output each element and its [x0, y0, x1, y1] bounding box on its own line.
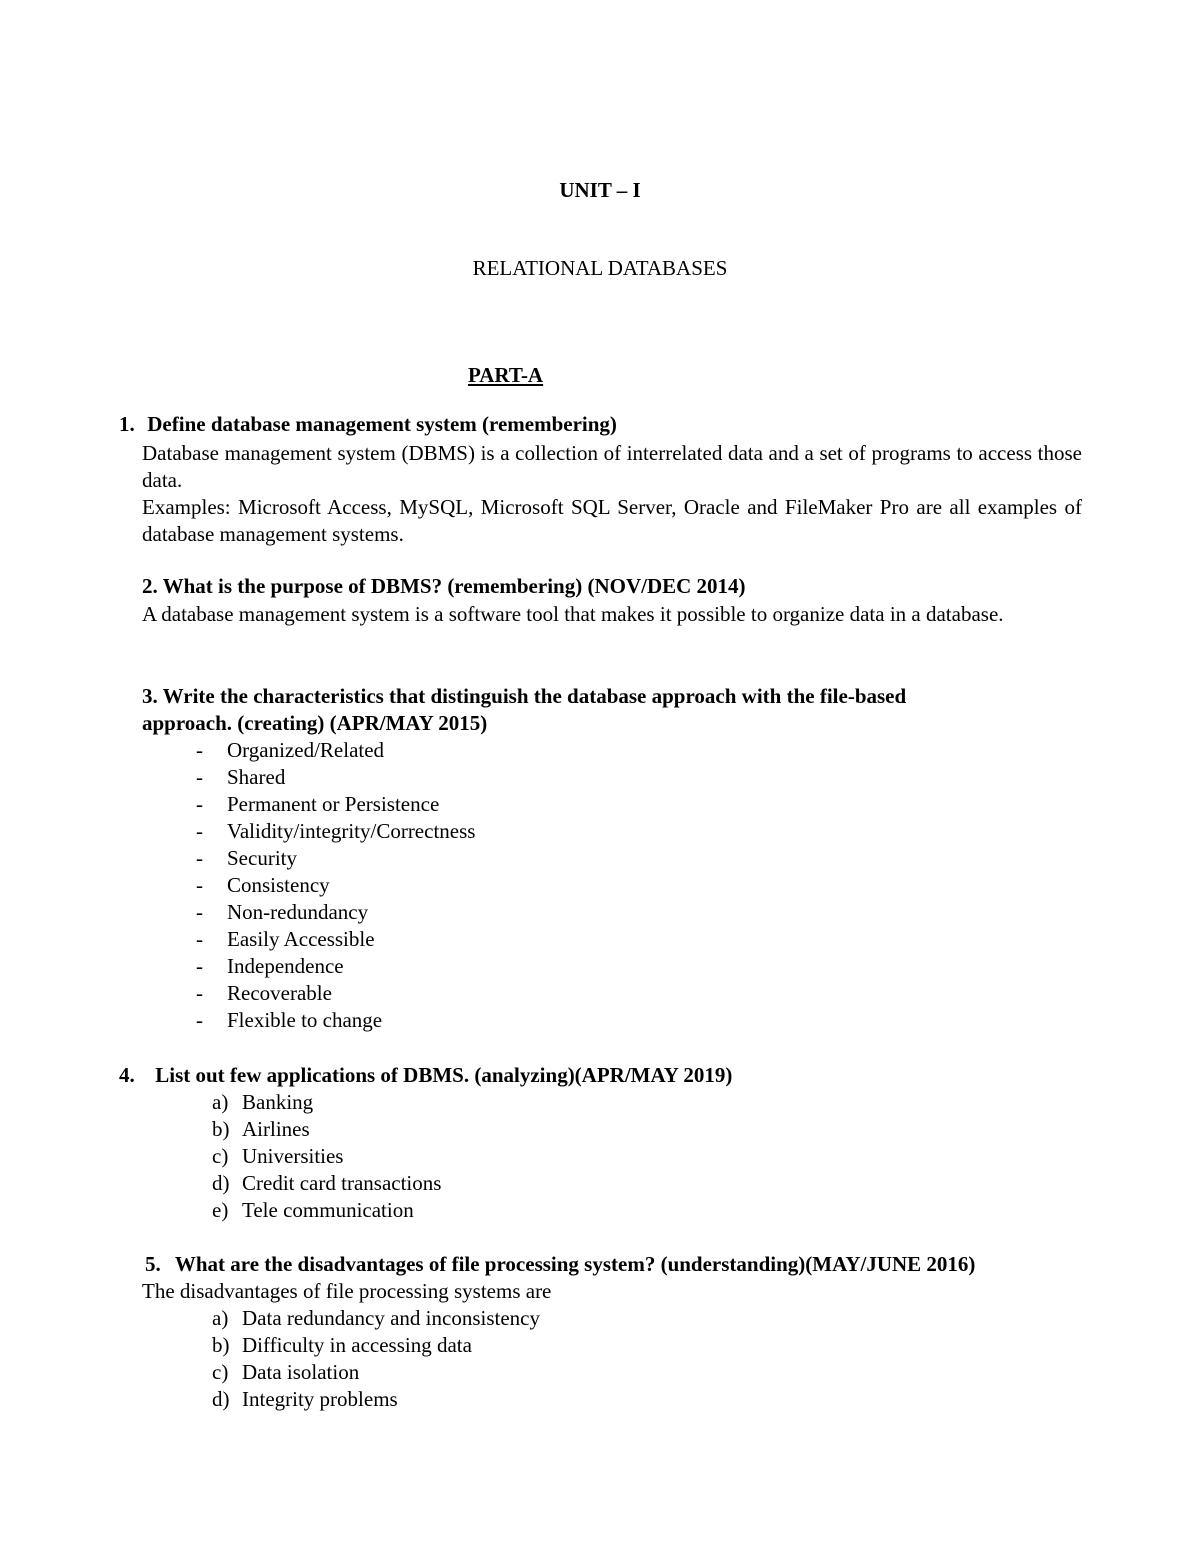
question-1-number: 1.: [119, 412, 135, 436]
list-item: a) Banking: [212, 1090, 314, 1114]
list-item: a) Data redundancy and inconsistency: [212, 1306, 540, 1330]
list-item: - Organized/Related: [196, 738, 385, 762]
question-3-heading-line-2: approach. (creating) (APR/MAY 2015): [142, 711, 488, 735]
list-item: - Consistency: [196, 873, 330, 897]
question-2-heading: [142, 573, 746, 600]
dash-bullet: -: [196, 846, 203, 870]
dash-bullet: -: [196, 900, 203, 924]
question-2-title: What is the purpose of DBMS? (remembering) (NOV/DEC 2014): [162, 574, 746, 598]
question-2-answer: A database management system is a software tool that makes it possible to organize data in a database.: [142, 602, 1004, 626]
list-item: - Flexible to change: [196, 1008, 383, 1032]
question-3-heading: [142, 683, 906, 710]
list-item: c) Data isolation: [212, 1360, 360, 1384]
list-item: - Non-redundancy: [196, 900, 369, 924]
question-3-number: 3.: [142, 684, 158, 708]
dash-bullet: -: [196, 819, 203, 843]
list-item: - Shared: [196, 765, 286, 789]
question-4-title: List out few applications of DBMS. (analyzing)(APR/MAY 2019): [155, 1063, 733, 1087]
list-item: c) Universities: [212, 1144, 344, 1168]
list-item: b) Airlines: [212, 1117, 310, 1141]
characteristics-list: [196, 737, 475, 1034]
question-4-heading: [119, 1062, 732, 1089]
applications-list: [212, 1089, 441, 1224]
disadvantages-list: [212, 1305, 540, 1413]
dash-bullet: -: [196, 1008, 203, 1032]
list-item: d) Integrity problems: [212, 1387, 398, 1411]
subject-heading: RELATIONAL DATABASES: [472, 256, 728, 280]
question-1-answer-examples: Examples: Microsoft Access, MySQL, Microsoft SQL Server, Oracle and FileMaker Pro are all examples of database management systems.: [142, 495, 1082, 546]
question-5-number: 5.: [145, 1252, 161, 1276]
question-2-number: 2.: [142, 574, 158, 598]
list-item: - Easily Accessible: [196, 927, 375, 951]
unit-heading: UNIT – I: [559, 178, 641, 202]
question-3-title-line-1: Write the characteristics that distinguish the database approach with the file-based: [162, 684, 907, 708]
question-1-heading: [119, 411, 617, 438]
list-item: b) Difficulty in accessing data: [212, 1333, 472, 1357]
dash-bullet: -: [196, 873, 203, 897]
question-5-title: What are the disadvantages of file processing system? (understanding)(MAY/JUNE 2016): [174, 1252, 976, 1276]
dash-bullet: -: [196, 792, 203, 816]
list-item: - Independence: [196, 954, 344, 978]
list-item: - Security: [196, 846, 297, 870]
question-4-number: 4.: [119, 1063, 135, 1087]
list-item: - Validity/integrity/Correctness: [196, 819, 476, 843]
list-item: - Permanent or Persistence: [196, 792, 440, 816]
dash-bullet: -: [196, 954, 203, 978]
question-5-heading: [145, 1251, 975, 1278]
dash-bullet: -: [196, 765, 203, 789]
question-5-intro: The disadvantages of file processing systems are: [142, 1279, 552, 1303]
dash-bullet: -: [196, 927, 203, 951]
list-item: - Recoverable: [196, 981, 332, 1005]
list-item: d) Credit card transactions: [212, 1171, 442, 1195]
question-1-answer-definition: Database management system (DBMS) is a collection of interrelated data and a set of programs to access those data.: [142, 441, 1082, 492]
list-item: e) Tele communication: [212, 1198, 414, 1222]
dash-bullet: -: [196, 738, 203, 762]
dash-bullet: -: [196, 981, 203, 1005]
question-1-title: Define database management system (remembering): [147, 412, 617, 436]
part-heading: PART-A: [468, 363, 544, 387]
